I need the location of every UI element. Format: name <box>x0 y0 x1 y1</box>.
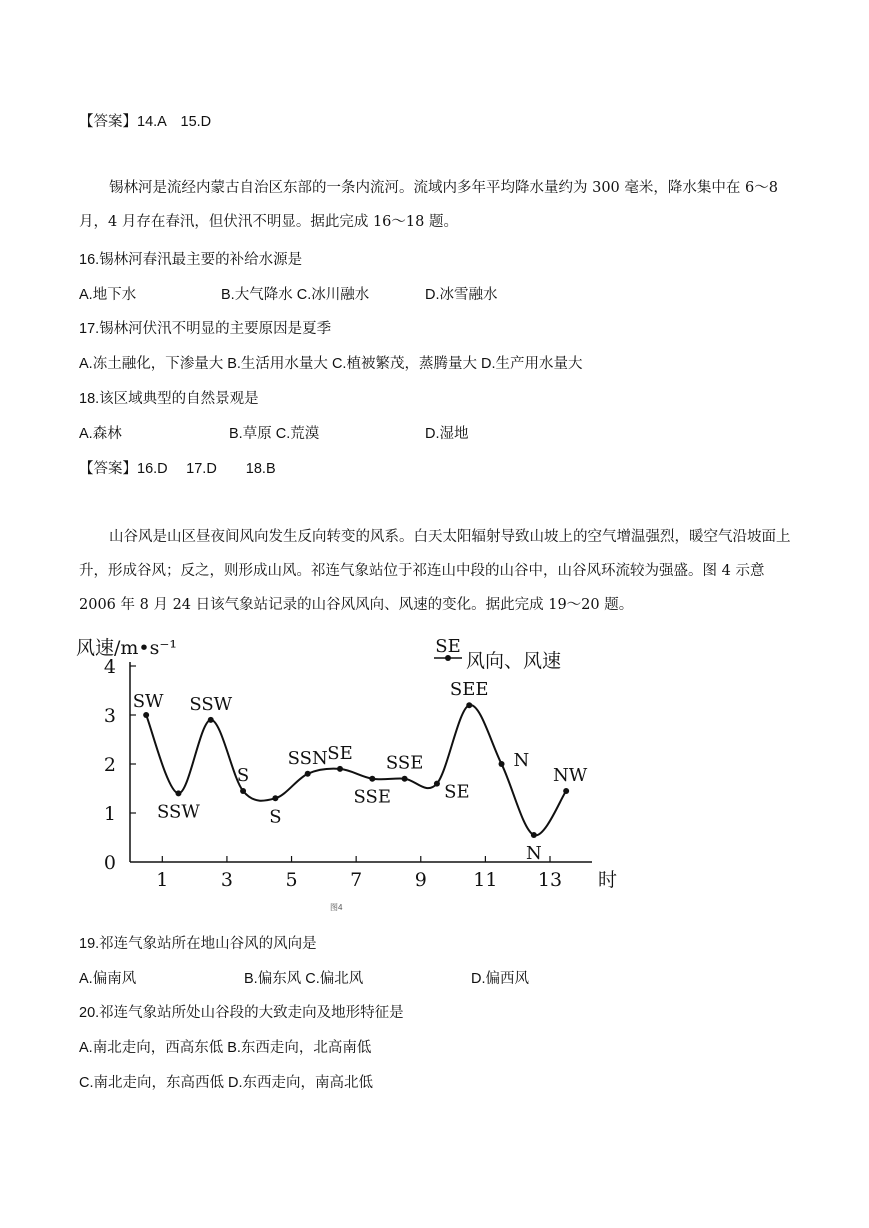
x-tick-label: 1 <box>156 869 169 891</box>
wind-speed-chart <box>70 628 618 898</box>
y-tick-label: 1 <box>103 803 116 825</box>
y-tick-label: 0 <box>103 852 116 874</box>
data-point-label: SSN <box>287 747 328 769</box>
answers-16-18: 【答案】16.D 17.D 18.B <box>79 461 276 477</box>
question-19-option-d: D.偏西风 <box>471 971 529 987</box>
passage-xilin-river: 锡林河是流经内蒙古自治区东部的一条内流河。流域内多年平均降水量约为 300 毫米，降水集中在 6～8 月，4 月存在春汛，但伏汛不明显。据此完成 16～18 题。 <box>79 180 778 230</box>
x-tick-label: 13 <box>537 869 563 891</box>
data-point <box>499 761 505 767</box>
question-18-option-a: A.森林 <box>79 426 122 442</box>
data-point-label: SW <box>132 691 164 712</box>
data-point-label: N <box>513 750 530 771</box>
question-16-option-bc: B.大气降水 C.冰川融水 <box>221 287 370 303</box>
data-point <box>175 790 181 796</box>
data-point <box>434 781 440 787</box>
data-point-label: SSE <box>385 752 424 774</box>
answers-14-15: 【答案】14.A 15.D <box>79 114 212 130</box>
question-18-option-bc: B.草原 C.荒漠 <box>229 426 320 442</box>
y-tick-label: 4 <box>103 656 116 678</box>
question-16-option-a: A.地下水 <box>79 287 137 303</box>
chart-points <box>133 679 588 864</box>
data-point <box>369 776 375 782</box>
data-point <box>563 788 569 794</box>
data-point <box>531 832 537 838</box>
y-tick-label: 3 <box>103 705 116 727</box>
data-point-label: SE <box>327 742 353 764</box>
data-point <box>272 795 278 801</box>
data-point <box>143 712 149 718</box>
y-tick-label: 2 <box>103 754 116 776</box>
y-axis-label: 风速/m•s⁻¹ <box>76 637 178 659</box>
question-20-option-cd: C.南北走向，东高西低 D.东西走向，南高北低 <box>79 1075 374 1091</box>
x-tick-label: 9 <box>414 869 427 891</box>
data-point <box>208 717 214 723</box>
question-20-stem: 20.祁连气象站所处山谷段的大致走向及地形特征是 <box>79 1005 404 1021</box>
question-16-stem: 16.锡林河春汛最主要的补给水源是 <box>79 252 303 268</box>
question-19-option-a: A.偏南风 <box>79 971 137 987</box>
x-tick-label: 11 <box>473 869 498 891</box>
data-point-label: NW <box>553 764 588 786</box>
data-point-label: SSW <box>157 801 200 823</box>
legend-sample-label: SE <box>435 636 461 657</box>
data-point-label: SE <box>444 781 470 803</box>
data-point-label: N <box>525 843 542 865</box>
data-point <box>305 771 311 777</box>
data-point <box>402 776 408 782</box>
chart-legend <box>434 636 561 672</box>
question-19-stem: 19.祁连气象站所在地山谷风的风向是 <box>79 936 317 952</box>
question-18-option-d: D.湿地 <box>425 426 469 442</box>
question-18-stem: 18.该区域典型的自然景观是 <box>79 391 259 407</box>
data-point-label: S <box>236 764 250 786</box>
question-17-stem: 17.锡林河伏汛不明显的主要原因是夏季 <box>79 321 332 337</box>
x-tick-label: 5 <box>285 869 298 891</box>
data-point-label: SSE <box>353 786 392 808</box>
passage-mountain-valley-wind: 山谷风是山区昼夜间风向发生反向转变的风系。白天太阳辐射导致山坡上的空气增温强烈，暖空气沿坡面上升，形成谷风；反之，则形成山风。祁连气象站位于祁连山中段的山谷中，山谷风环流较为强盛。图 4 示意 2006 年 8 月 24 日该气象站记录的山谷风风向、风速的变化。据此完成 19～20 题。 <box>79 529 791 613</box>
x-tick-label: 3 <box>220 869 233 891</box>
data-point-label: SSW <box>189 693 233 715</box>
data-point-label: SEE <box>449 679 489 701</box>
question-20-option-ab: A.南北走向，西高东低 B.东西走向，北高南低 <box>79 1040 372 1056</box>
x-tick-label: 7 <box>350 869 363 891</box>
legend-label: 风向、风速 <box>466 650 562 672</box>
question-17-options: A.冻土融化，下渗量大 B.生活用水量大 C.植被繁茂，蒸腾量大 D.生产用水量大 <box>79 356 583 372</box>
data-point <box>240 788 246 794</box>
question-16-option-d: D.冰雪融水 <box>425 287 498 303</box>
wind-speed-curve <box>146 705 566 835</box>
data-point <box>337 766 343 772</box>
question-19-option-bc: B.偏东风 C.偏北风 <box>244 971 364 987</box>
data-point-label: S <box>269 806 282 828</box>
figure-caption: 图4 <box>330 903 343 912</box>
data-point <box>466 702 472 708</box>
x-axis-unit: 时 <box>598 869 618 891</box>
